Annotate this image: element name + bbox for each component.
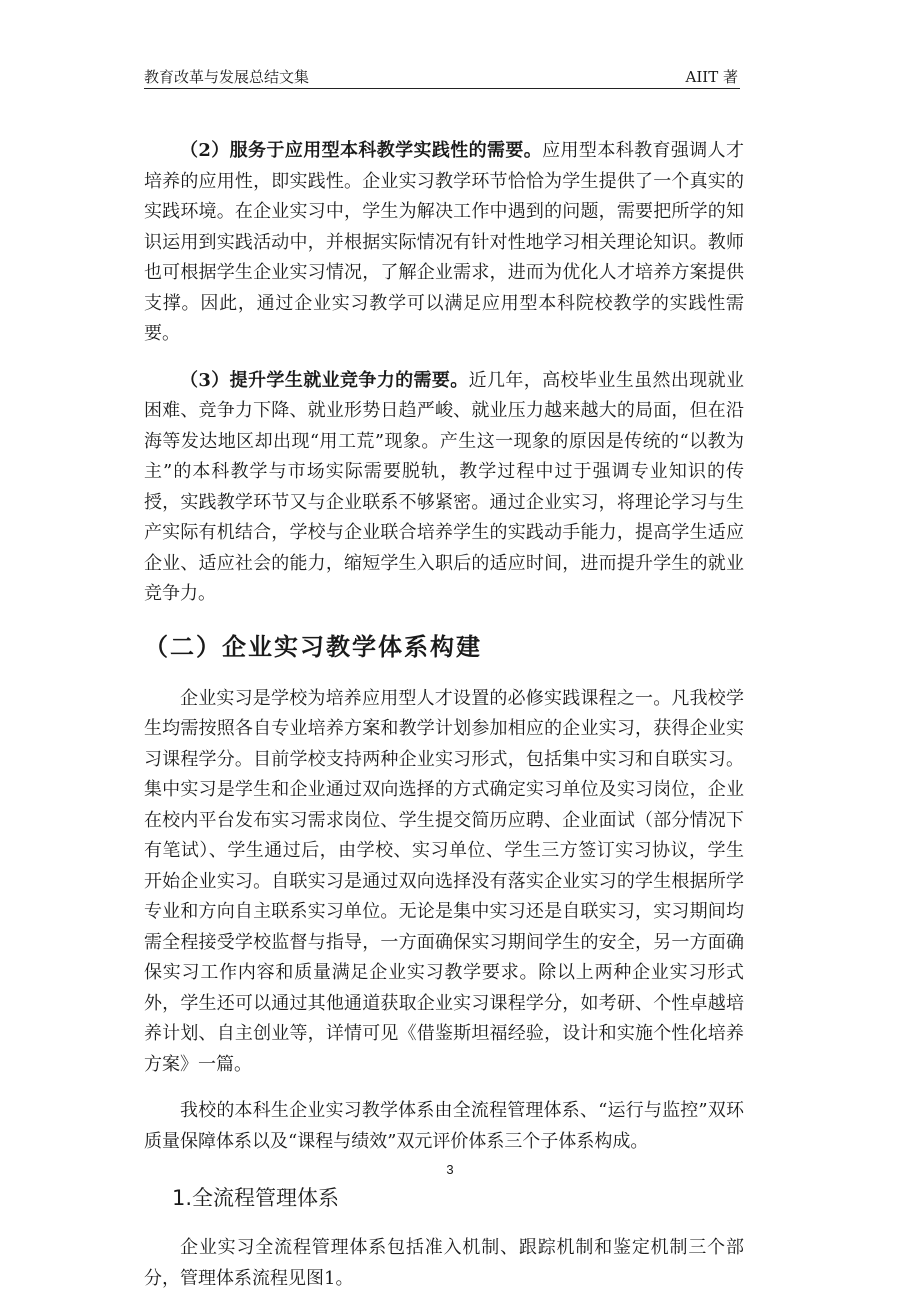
- paragraph-employment-need: [144, 366, 744, 610]
- paragraph-heading: （3）提升学生就业竞争力的需要。: [180, 369, 469, 391]
- page-body: [144, 136, 744, 1294]
- header-book-title: 教育改革与发展总结文集: [144, 68, 310, 86]
- paragraph-text: 应用型本科教育强调人才培养的应用性，即实践性。企业实习教学环节恰恰为学生提供了一个真实的实践环境。在企业实习中，学生为解决工作中遇到的问题，需要把所学的知识运用到实践活动中，并根据实际情况有针对性地学习相关理论知识。教师也可根据学生企业实习情况，了解企业需求，进而为优化人才培养方案提供支撑。因此，通过企业实习教学可以满足应用型本科院校教学的实践性需要。: [144, 140, 744, 344]
- paragraph-heading: （2）服务于应用型本科教学实践性的需要。: [180, 140, 543, 161]
- paragraph-management-system: 企业实习全流程管理体系包括准入机制、跟踪机制和鉴定机制三个部分，管理体系流程见图1。: [144, 1237, 744, 1289]
- subsection-heading: 1.全流程管理体系: [172, 1186, 340, 1210]
- section-heading: （二）企业实习教学体系构建: [144, 631, 482, 661]
- page-header: [144, 64, 740, 89]
- paragraph-practical-need: [144, 136, 744, 350]
- header-author: AIIT 著: [685, 68, 738, 86]
- paragraph-system-overview: 我校的本科生企业实习教学体系由全流程管理体系、“运行与监控”双环质量保障体系以及“课程与绩效”双元评价体系三个子体系构成。: [144, 1100, 744, 1152]
- paragraph-text: 近几年，高校毕业生虽然出现就业困难、竞争力下降、就业形势日趋严峻、就业压力越来越大的局面，但在沿海等发达地区却出现“用工荒”现象。产生这一现象的原因是传统的“以教为主”的本科教学与市场实际需要脱轨，教学过程中过于强调专业知识的传授，实践教学环节又与企业联系不够紧密。通过企业实习，将理论学习与生产实际有机结合，学校与企业联合培养学生的实践动手能力，提高学生适应企业、适应社会的能力，缩短学生入职后的适应时间，进而提升学生的就业竞争力。: [144, 369, 744, 604]
- page-number: 3: [446, 1162, 454, 1177]
- paragraph-internship-forms: 企业实习是学校为培养应用型人才设置的必修实践课程之一。凡我校学生均需按照各自专业培养方案和教学计划参加相应的企业实习，获得企业实习课程学分。目前学校支持两种企业实习形式，包括集中实习和自联实习。集中实习是学生和企业通过双向选择的方式确定实习单位及实习岗位，企业在校内平台发布实习需求岗位、学生提交简历应聘、企业面试（部分情况下有笔试）、学生通过后，由学校、实习单位、学生三方签订实习协议，学生开始企业实习。自联实习是通过双向选择没有落实企业实习的学生根据所学专业和方向自主联系实习单位。无论是集中实习还是自联实习，实习期间均需全程接受学校监督与指导，一方面确保实习期间学生的安全，另一方面确保实习工作内容和质量满足企业实习教学要求。除以上两种企业实习形式外，学生还可以通过其他通道获取企业实习课程学分，如考研、个性卓越培养计划、自主创业等，详情可见《借鉴斯坦福经验，设计和实施个性化培养方案》一篇。: [144, 687, 744, 1075]
